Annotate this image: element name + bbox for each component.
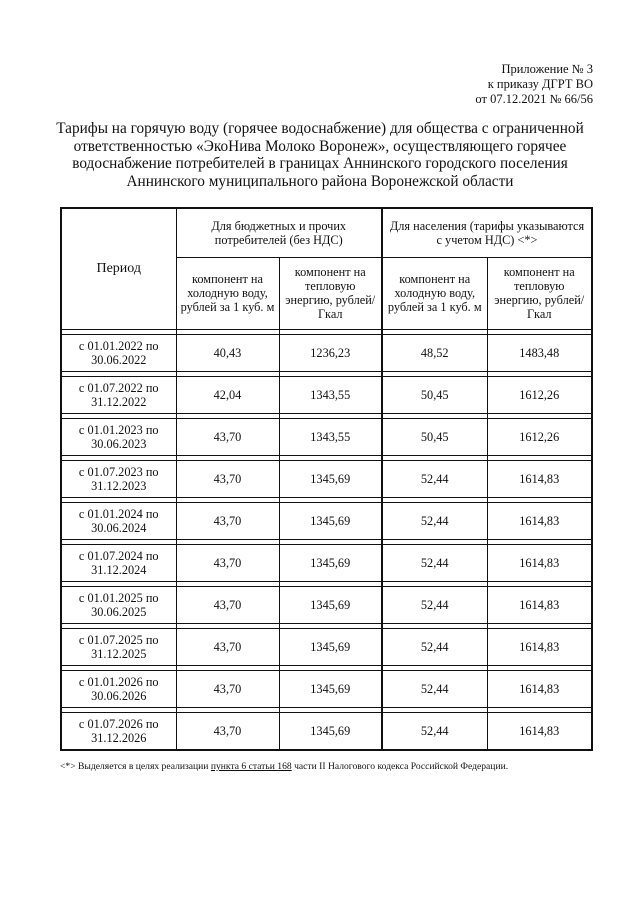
- cell-budget-cold: 43,70: [176, 670, 279, 707]
- cell-period: с 01.01.2024 по 30.06.2024: [61, 502, 176, 539]
- cell-population-heat: 1614,83: [487, 670, 592, 707]
- cell-population-heat: 1483,48: [487, 334, 592, 371]
- cell-period: с 01.07.2023 по 31.12.2023: [61, 460, 176, 497]
- cell-population-cold: 52,44: [382, 670, 487, 707]
- cell-population-heat: 1614,83: [487, 586, 592, 623]
- table-row: [61, 628, 592, 665]
- cell-population-cold: 50,45: [382, 418, 487, 455]
- table-row: [61, 712, 592, 750]
- cell-budget-heat: 1345,69: [279, 502, 382, 539]
- table-row: [61, 502, 592, 539]
- cell-population-cold: 52,44: [382, 628, 487, 665]
- title-line-3: водоснабжение потребителей в границах Аннинского городского поселения: [72, 155, 568, 172]
- footnote-law-link[interactable]: пункта 6 статьи 168: [210, 761, 292, 772]
- cell-population-cold: 52,44: [382, 460, 487, 497]
- table-row: [61, 418, 592, 455]
- table-row: [61, 670, 592, 707]
- cell-period: с 01.07.2024 по 31.12.2024: [61, 544, 176, 581]
- appendix-number: Приложение № 3: [501, 62, 593, 76]
- cell-budget-cold: 40,43: [176, 334, 279, 371]
- table-row: [61, 376, 592, 413]
- cell-period: с 01.07.2026 по 31.12.2026: [61, 712, 176, 750]
- cell-population-cold: 52,44: [382, 544, 487, 581]
- cell-population-cold: 52,44: [382, 502, 487, 539]
- cell-population-heat: 1614,83: [487, 502, 592, 539]
- cell-population-heat: 1614,83: [487, 712, 592, 750]
- table-row: [61, 586, 592, 623]
- header-population-group: Для населения (тарифы указываются с учетом НДС) <*>: [382, 208, 592, 257]
- header-row-groups: [61, 208, 592, 257]
- appendix-order: к приказу ДГРТ ВО: [487, 77, 593, 91]
- cell-budget-cold: 43,70: [176, 460, 279, 497]
- table-row: [61, 544, 592, 581]
- cell-population-heat: 1614,83: [487, 544, 592, 581]
- cell-population-cold: 50,45: [382, 376, 487, 413]
- cell-period: с 01.01.2026 по 30.06.2026: [61, 670, 176, 707]
- cell-population-cold: 52,44: [382, 712, 487, 750]
- cell-budget-heat: 1345,69: [279, 544, 382, 581]
- cell-budget-cold: 43,70: [176, 712, 279, 750]
- footnote-suffix: части II Налогового кодекса Российской Федерации.: [291, 761, 509, 772]
- footnote-prefix: <*> Выделяется в целях реализации: [60, 761, 211, 772]
- cell-period: с 01.01.2025 по 30.06.2025: [61, 586, 176, 623]
- cell-budget-heat: 1345,69: [279, 586, 382, 623]
- cell-budget-heat: 1345,69: [279, 670, 382, 707]
- header-budget-cold: компонент на холодную воду, рублей за 1 куб. м: [176, 257, 279, 329]
- title-line-2: ответственностью «ЭкоНива Молоко Воронеж», осуществляющего горячее: [73, 137, 567, 155]
- cell-budget-cold: 43,70: [176, 418, 279, 455]
- cell-budget-cold: 43,70: [176, 628, 279, 665]
- document-title: [52, 120, 588, 190]
- cell-budget-heat: 1345,69: [279, 712, 382, 750]
- cell-budget-cold: 43,70: [176, 544, 279, 581]
- cell-budget-heat: 1343,55: [279, 376, 382, 413]
- cell-budget-heat: 1236,23: [279, 334, 382, 371]
- tariff-table: [60, 207, 593, 751]
- tariff-table-body: [61, 208, 592, 750]
- footnote: [60, 761, 600, 773]
- header-population-cold: компонент на холодную воду, рублей за 1 куб. м: [382, 257, 487, 329]
- cell-budget-heat: 1345,69: [279, 460, 382, 497]
- title-line-4: Аннинского муниципального района Воронежской области: [126, 172, 514, 190]
- header-budget-heat: компонент на тепловую энергию, рублей/Гкал: [279, 257, 382, 329]
- title-line-1: Тарифы на горячую воду (горячее водоснабжение) для общества с ограниченной: [56, 120, 584, 137]
- cell-budget-heat: 1345,69: [279, 628, 382, 665]
- table-row: [61, 460, 592, 497]
- cell-period: с 01.07.2025 по 31.12.2025: [61, 628, 176, 665]
- header-population-heat: компонент на тепловую энергию, рублей/Гкал: [487, 257, 592, 329]
- cell-budget-cold: 43,70: [176, 502, 279, 539]
- cell-period: с 01.01.2022 по 30.06.2022: [61, 334, 176, 371]
- cell-budget-cold: 42,04: [176, 376, 279, 413]
- header-period: Период: [61, 208, 176, 329]
- appendix-reference: [333, 62, 593, 107]
- appendix-date: от 07.12.2021 № 66/56: [475, 92, 593, 106]
- cell-budget-heat: 1343,55: [279, 418, 382, 455]
- cell-budget-cold: 43,70: [176, 586, 279, 623]
- cell-population-heat: 1614,83: [487, 460, 592, 497]
- cell-period: с 01.01.2023 по 30.06.2023: [61, 418, 176, 455]
- cell-population-cold: 48,52: [382, 334, 487, 371]
- cell-population-cold: 52,44: [382, 586, 487, 623]
- table-row: [61, 334, 592, 371]
- cell-population-heat: 1612,26: [487, 376, 592, 413]
- cell-population-heat: 1614,83: [487, 628, 592, 665]
- cell-period: с 01.07.2022 по 31.12.2022: [61, 376, 176, 413]
- cell-population-heat: 1612,26: [487, 418, 592, 455]
- header-budget-group: Для бюджетных и прочих потребителей (без НДС): [176, 208, 382, 257]
